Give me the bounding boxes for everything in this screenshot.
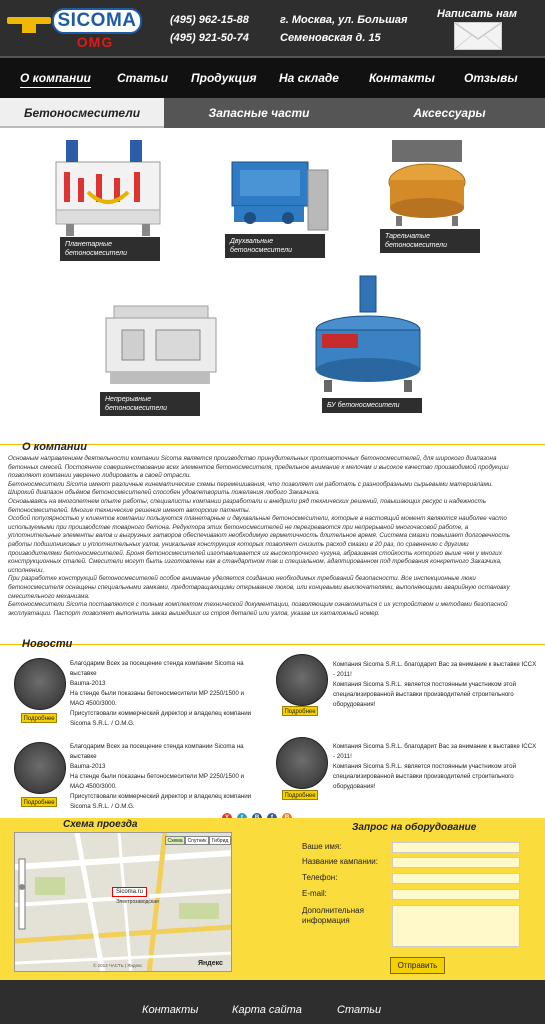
news-text [333,660,538,710]
logo-sub: OMG [76,34,114,50]
header [0,0,545,56]
pan-mixer-image [382,134,472,228]
news-line: специализированной выставки производителей строительного оборудования! [333,773,514,790]
more-button[interactable]: Подробнее [282,790,318,800]
news-title: Новости [22,638,73,650]
twin-shaft-mixer-image [224,148,334,234]
phone-1: (495) 962-15-88 [170,14,249,26]
about-paragraph: Основным направлением деятельности компании Sicoma является производство принудительных противоточных бетоносмесителей, для широкого диапазона бетонных смесей. Постоянное совершенствование всех элементов бетоносмесителя, предельное внимание к мелочам и высокое качество производимой продукции позволяют компании уверенно лидировать в своей отрасли. [8,455,509,480]
yandex-logo[interactable]: Яндекс [198,960,223,967]
footer-link-contacts[interactable]: Контакты [142,1004,199,1016]
footer-link-sitemap[interactable]: Карта сайта [232,1004,302,1016]
about-paragraph: При разработке конструкций бетоносмесителей особое внимание уделяется созданию необходимых требований безопасности. Все инспекционные люки бетоносмесителя оснащены специальными замками, предотвращающими открывание люков, или концевыми выключателями, выполняющими аварийную остановку смесительного механизма. [8,575,510,600]
logo[interactable]: SICOMA [52,8,142,34]
used-mixer-image [306,272,430,396]
about-paragraph: Бетоносмесители Sicoma поставляются с полным комплектом технической документации, позволяющим ознакомиться с их устройством и методами безопасной эксплуатации. Паспорт позволяет выполнить заказ вышедших из строя деталей или узлов, указав их каталожный номер. [8,601,508,617]
more-button[interactable]: Подробнее [21,713,57,723]
nav-item-articles[interactable]: Статьи [117,71,169,85]
info-textarea[interactable] [392,905,520,947]
field-label-info: Дополнительная информация [302,906,364,925]
news-line: Компания Sicoma S.R.L. благодарит Вас за внимание к выставке ICCX - 2011! [333,743,537,760]
news-text [70,742,260,812]
news-line: Присутствовали коммерческий директор и владелец компании [70,710,252,717]
news-line: Благодарим Всех за посещение стенда компании Sicoma на выставке [70,743,244,760]
news-line: Bauma-2013 [70,763,106,770]
map-copyright: © 2013 ЧАСТЬ | Яндекс [93,963,143,968]
submit-button[interactable]: Отправить [390,957,445,974]
tab-spare-parts[interactable]: Запасные части [208,106,310,120]
about-text [8,455,518,618]
map-hybrid-button[interactable]: Гибрид [209,836,231,845]
category-tabs [0,98,545,128]
company-input[interactable] [392,857,520,868]
news-line: Компания Sicoma S.R.L. является постоянным участником этой [333,763,517,770]
metro-label: Электрозаводская [116,899,159,905]
about-paragraph: Особой популярностью у клиентов компании пользуются планетарные и двухвальные бетоносмесители, которые в настоящий момент являются наиболее часто используемыми при производстве товарного бетона. Редуктора этих бетоносмесителей не перегреваются при непрерывной многочасовой работе, а уплотнительные элементы валов и выгрузных затворов обеспечивают необходимую герметичность длительное время. Система смазки повышает долговечность работы подшипниковых и уплотнительных узлов, уникальная конструкция которых позволяет снизить расход смазки в 20 раз, по сравнению с другими производителями бетоносмесителей. Броня бетоносмесителей изготавливается из высокопрочного чугуна, абразивная стойкость которого выше чем у многих конструкционных сталей. Смесители могут быть изготовлены как в стандартном так и специальном, адаптированном под требования конкретного Заказчика, исполнении. [8,515,511,574]
address-line-1: г. Москва, ул. Большая [280,14,408,26]
news-text [70,659,260,729]
news-image[interactable] [14,742,66,794]
news-line: MAO 4500/3000. [70,783,117,790]
form-title: Запрос на оборудование [352,822,477,833]
product-label: БУ бетоносмесители [322,398,422,413]
nav-item-reviews[interactable]: Отзывы [464,71,518,85]
footer-link-articles[interactable]: Статьи [337,1004,382,1016]
nav-item-products[interactable]: Продукция [191,71,257,85]
tab-accessories[interactable]: Аксессуары [413,106,486,120]
field-label-email: E-mail: [302,889,327,898]
product-label: Тарельчатые бетоносмесители [380,229,480,253]
footer [0,980,545,1024]
more-button[interactable]: Подробнее [282,706,318,716]
news-line: MAO 4500/3000. [70,700,117,707]
news-image[interactable] [276,654,328,706]
field-label-phone: Телефон: [302,873,338,882]
product-label: Планетарные бетоносмесители [60,237,160,261]
envelope-icon[interactable] [454,22,502,50]
news-line: Компания Sicoma S.R.L. благодарит Вас за внимание к выставке ICCX - 2011! [333,661,537,678]
news-image[interactable] [14,658,66,710]
nav-item-contacts[interactable]: Контакты [369,71,435,85]
product-label: Двухвальные бетоносмесители [225,234,325,258]
news-line: Компания Sicoma S.R.L. является постоянным участником этой [333,681,517,688]
nav-item-in-stock[interactable]: На складе [279,71,339,85]
news-text [333,742,538,792]
map-title: Схема проезда [63,819,138,830]
about-paragraph: Бетоносмесители Sicoma имеют различные кинематические схемы перемешивания, что позволяет им работать с разнообразными сырьевыми материалами. Широкий диапазон объёмов бетоносмесителей способен удовлетворить пожелания любого Заказчика. [8,480,494,497]
product-label: Непрерывные бетоносмесители [100,392,200,416]
news-line: Bauma-2013 [70,680,106,687]
logo-mark-icon [7,17,51,33]
address-line-2: Семеновская д. 15 [280,32,381,44]
news-line: Sicoma S.R.L. / O.M.G. [70,720,135,727]
news-divider [0,644,545,645]
about-paragraph: Основываясь на многолетнем опыте работы, специалисты компании разработали и внедрили ряд технических решений, повышающих ресурс и надежность бетоносмесителей. Многие технические решения имеют авторские патенты. [8,497,487,514]
name-input[interactable] [392,842,520,853]
write-us-label[interactable]: Написать нам [437,8,518,20]
news-line: специализированной выставки производителей строительного оборудования! [333,691,514,708]
phone-input[interactable] [392,873,520,884]
continuous-mixer-image [100,300,222,392]
about-title: О компании [22,441,87,453]
phone-2: (495) 921-50-74 [170,32,249,44]
news-line: Благодарим Всех за посещение стенда компании Sicoma на выставке [70,660,244,677]
news-line: На стенде были показаны бетоносмесители MP 2250/1500 и [70,773,244,780]
location-map[interactable] [14,832,232,972]
planetary-mixer-image [48,132,168,240]
map-satellite-button[interactable]: Спутник [185,836,209,845]
field-label-company: Название кампании: [302,857,378,866]
map-scheme-button[interactable]: Схема [165,836,185,845]
news-line: На стенде были показаны бетоносмесители MP 2250/1500 и [70,690,244,697]
nav-item-about[interactable]: О компании [20,71,91,88]
news-line: Присутствовали коммерческий директор и владелец компании [70,793,252,800]
field-label-name: Ваше имя: [302,842,342,851]
email-input[interactable] [392,889,520,900]
main-nav [0,56,545,98]
envelope-icon-svg [455,23,501,49]
news-line: Sicoma S.R.L. / O.M.G. [70,803,135,810]
map-marker-label[interactable]: Sicoma.ru [112,887,147,897]
news-image[interactable] [276,737,328,789]
tab-concrete-mixers[interactable]: Бетоносмесители [0,98,164,128]
more-button[interactable]: Подробнее [21,797,57,807]
